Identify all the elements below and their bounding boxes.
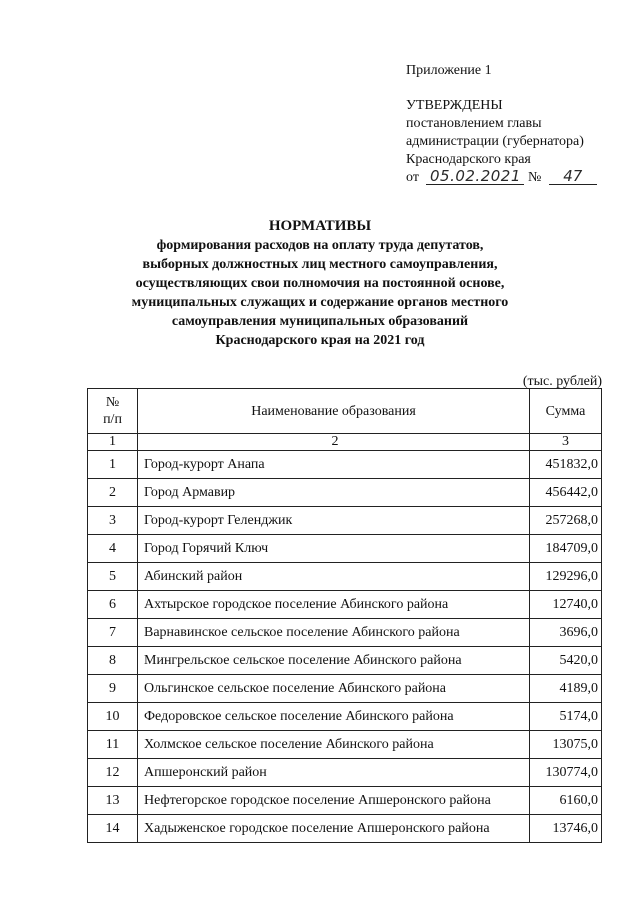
row-name: Город-курорт Анапа [138, 451, 530, 479]
from-label: от [406, 170, 419, 185]
row-sum: 3696,0 [530, 619, 602, 647]
row-number: 3 [88, 507, 138, 535]
table-row [88, 479, 602, 507]
table-row [88, 507, 602, 535]
title-line: выборных должностных лиц местного самоуправления, [142, 257, 498, 272]
row-number: 1 [88, 451, 138, 479]
table-row [88, 787, 602, 815]
decree-number: 47 [549, 169, 597, 185]
header-number-line-1: № [105, 395, 120, 410]
row-name: Федоровское сельское поселение Абинского района [138, 703, 530, 731]
table-row [88, 703, 602, 731]
row-sum: 129296,0 [530, 563, 602, 591]
table-row [88, 675, 602, 703]
table-row [88, 759, 602, 787]
row-number: 12 [88, 759, 138, 787]
approved-label: УТВЕРЖДЕНЫ [406, 98, 503, 113]
row-name: Город-курорт Геленджик [138, 507, 530, 535]
row-number: 5 [88, 563, 138, 591]
row-name: Абинский район [138, 563, 530, 591]
title-line: Краснодарского края на 2021 год [215, 333, 425, 348]
title-line: осуществляющих свои полномочия на постоянной основе, [135, 276, 505, 291]
approval-block [406, 62, 597, 187]
row-number: 13 [88, 787, 138, 815]
row-sum: 5174,0 [530, 703, 602, 731]
table-row [88, 451, 602, 479]
table-row [88, 591, 602, 619]
approval-line-3: Краснодарского края [406, 152, 531, 167]
row-sum: 4189,0 [530, 675, 602, 703]
header-sum: Сумма [530, 389, 602, 434]
row-name: Город Армавир [138, 479, 530, 507]
row-sum: 12740,0 [530, 591, 602, 619]
table-body [88, 451, 602, 843]
table-row [88, 535, 602, 563]
row-name: Мингрельское сельское поселение Абинского района [138, 647, 530, 675]
row-number: 11 [88, 731, 138, 759]
table-row [88, 619, 602, 647]
decree-reference [406, 169, 597, 187]
row-sum: 184709,0 [530, 535, 602, 563]
table-header-row [88, 389, 602, 434]
row-number: 10 [88, 703, 138, 731]
table-row [88, 815, 602, 843]
row-sum: 5420,0 [530, 647, 602, 675]
approval-line-1: постановлением главы [406, 116, 542, 131]
number-label: № [527, 170, 542, 185]
index-cell-1: 1 [88, 434, 138, 451]
table-row [88, 563, 602, 591]
title-heading: НОРМАТИВЫ [268, 218, 372, 234]
title-line: муниципальных служащих и содержание органов местного [131, 295, 509, 310]
index-cell-3: 3 [530, 434, 602, 451]
row-name: Город Горячий Ключ [138, 535, 530, 563]
row-number: 9 [88, 675, 138, 703]
row-name: Варнавинское сельское поселение Абинского района [138, 619, 530, 647]
row-number: 14 [88, 815, 138, 843]
row-number: 8 [88, 647, 138, 675]
title-line: самоуправления муниципальных образований [171, 314, 469, 329]
index-cell-2: 2 [138, 434, 530, 451]
decree-date: 05.02.2021 [426, 169, 524, 185]
row-sum: 6160,0 [530, 787, 602, 815]
row-name: Нефтегорское городское поселение Апшеронского района [138, 787, 530, 815]
row-number: 4 [88, 535, 138, 563]
row-number: 2 [88, 479, 138, 507]
header-number-line-2: п/п [103, 412, 122, 427]
row-sum: 257268,0 [530, 507, 602, 535]
row-sum: 13746,0 [530, 815, 602, 843]
row-name: Ольгинское сельское поселение Абинского района [138, 675, 530, 703]
norms-table [87, 388, 602, 843]
row-sum: 456442,0 [530, 479, 602, 507]
row-sum: 13075,0 [530, 731, 602, 759]
header-number [88, 389, 138, 434]
title-subtitle [0, 236, 640, 350]
approval-line-2: администрации (губернатора) [406, 134, 584, 149]
table-index-row [88, 434, 602, 451]
document-title [0, 217, 640, 350]
title-line: формирования расходов на оплату труда депутатов, [156, 238, 484, 253]
units-label: (тыс. рублей) [522, 374, 602, 389]
table-row [88, 731, 602, 759]
header-name: Наименование образования [138, 389, 530, 434]
row-number: 7 [88, 619, 138, 647]
row-name: Холмское сельское поселение Абинского района [138, 731, 530, 759]
table-row [88, 647, 602, 675]
row-name: Апшеронский район [138, 759, 530, 787]
row-sum: 130774,0 [530, 759, 602, 787]
row-sum: 451832,0 [530, 451, 602, 479]
row-name: Хадыженское городское поселение Апшеронского района [138, 815, 530, 843]
appendix-label: Приложение 1 [406, 63, 492, 78]
row-name: Ахтырское городское поселение Абинского района [138, 591, 530, 619]
row-number: 6 [88, 591, 138, 619]
